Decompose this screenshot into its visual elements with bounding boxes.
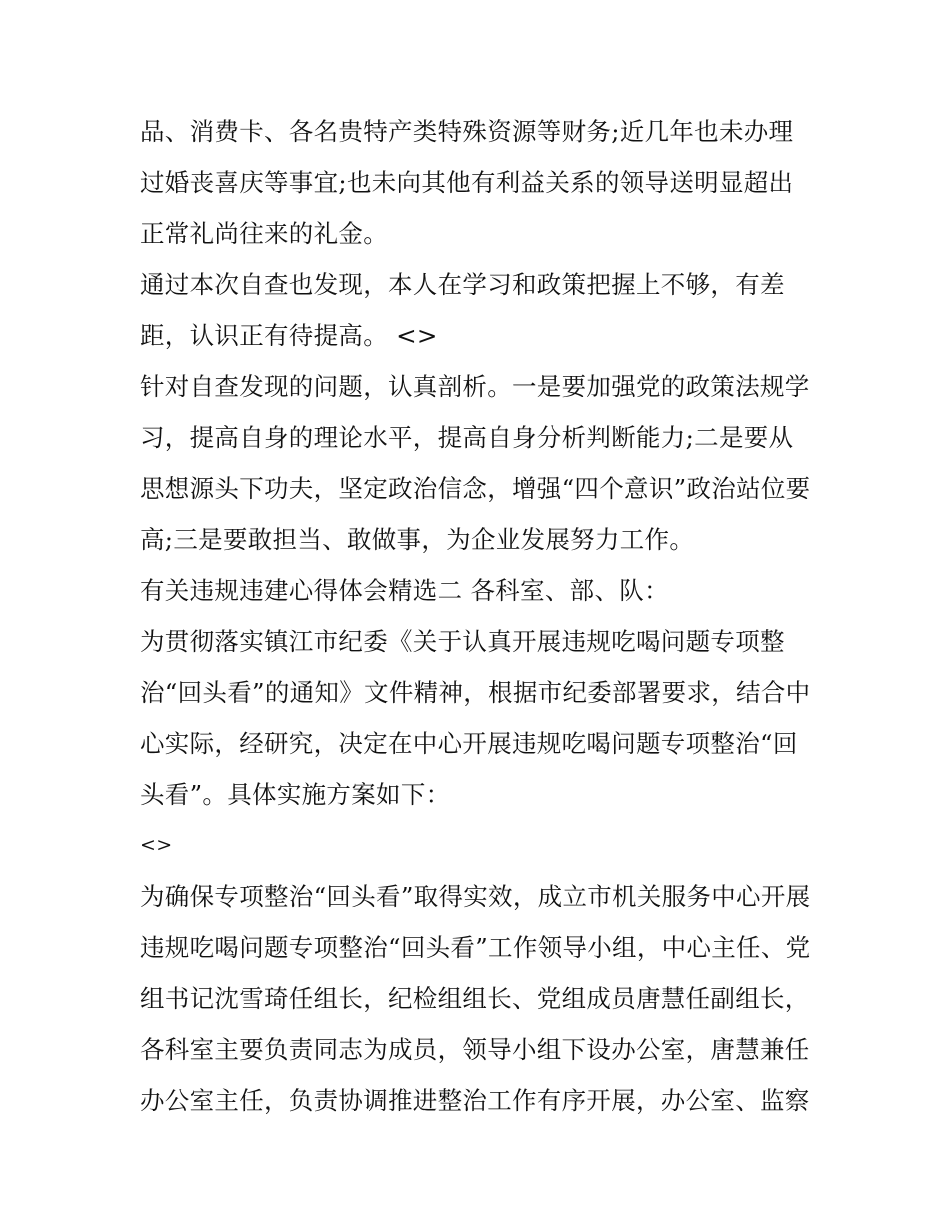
text-line: 各科室主要负责同志为成员，领导小组下设办公室，唐慧兼任 xyxy=(140,1035,810,1064)
text-line: 思想源头下功夫，坚定政治信念，增强“四个意识”政治站位要 xyxy=(140,474,811,503)
text-line: 办公室主任，负责协调推进整治工作有序开展，办公室、监察 xyxy=(140,1086,810,1115)
text-line: 距，认识正有待提高。 <> xyxy=(140,321,438,350)
placeholder-marker: <> xyxy=(140,834,173,856)
text-line: 违规吃喝问题专项整治“回头看”工作领导小组，中心主任、党 xyxy=(140,933,811,962)
text-line: 高;三是要敢担当、敢做事，为企业发展努力工作。 xyxy=(140,525,695,554)
text-line: 针对自查发现的问题，认真剖析。一是要加强党的政策法规学 xyxy=(140,372,810,401)
text-line: 习，提高自身的理论水平，提高自身分析判断能力;二是要从 xyxy=(140,423,794,452)
text-line: 头看”。具体实施方案如下： xyxy=(140,780,451,809)
text-line: 过婚丧喜庆等事宜;也未向其他有利益关系的领导送明显超出 xyxy=(140,168,794,197)
text-line: 品、消费卡、各名贵特产类特殊资源等财务;近几年也未办理 xyxy=(140,117,794,146)
text-line: 组书记沈雪琦任组长，纪检组组长、党组成员唐慧任副组长， xyxy=(140,984,810,1013)
text-line: 为确保专项整治“回头看”取得实效，成立市机关服务中心开展 xyxy=(140,882,811,911)
text-line: 心实际，经研究，决定在中心开展违规吃喝问题专项整治“回 xyxy=(140,729,798,758)
document-body xyxy=(140,106,820,1126)
section-heading-line: 有关违规违建心得体会精选二 各科室、部、队： xyxy=(140,576,669,605)
text-line: 通过本次自查也发现，本人在学习和政策把握上不够，有差 xyxy=(140,270,785,299)
text-line: 治“回头看”的通知》文件精神，根据市纪委部署要求，结合中 xyxy=(140,678,811,707)
text-line: 正常礼尚往来的礼金。 xyxy=(140,219,388,248)
text-line: 为贯彻落实镇江市纪委《关于认真开展违规吃喝问题专项整 xyxy=(140,627,785,656)
